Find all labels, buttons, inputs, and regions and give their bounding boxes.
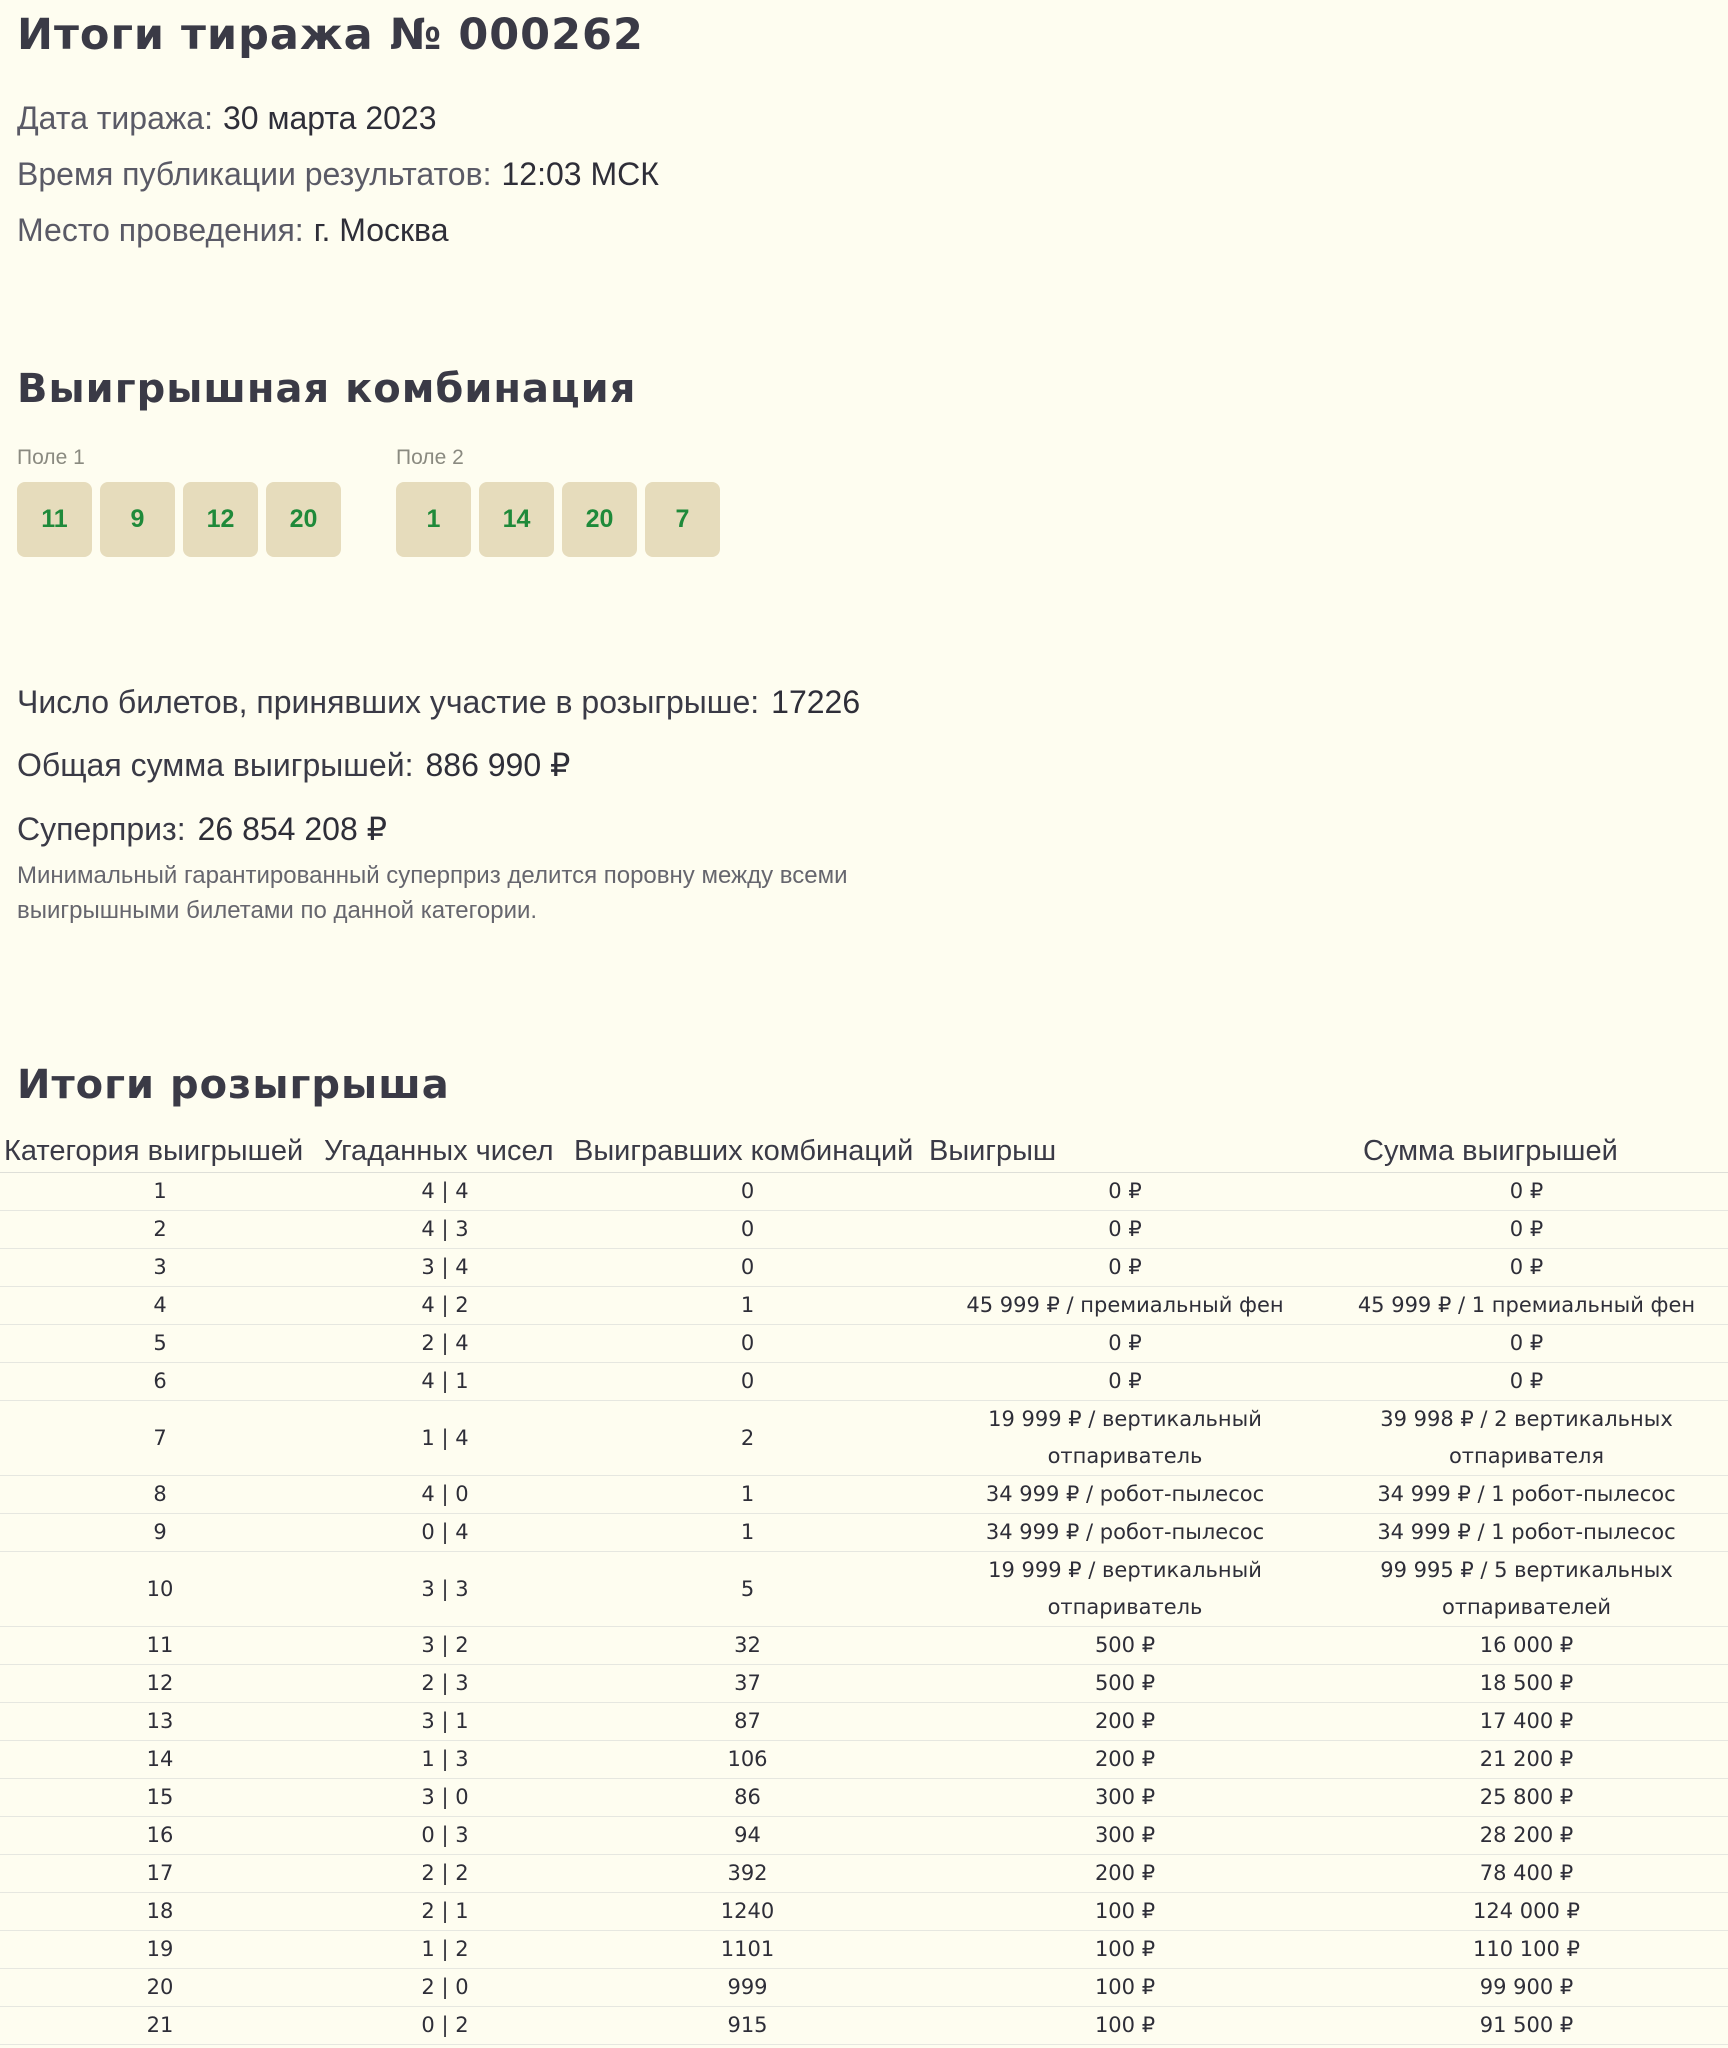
cell-guessed: 3 | 2: [320, 1627, 570, 1665]
column-header-winning-combos: Выигравших комбинаций: [570, 1130, 925, 1173]
ball: 11: [17, 482, 92, 557]
cell-total: 0 ₽: [1325, 1325, 1728, 1363]
cell-total: 39 998 ₽ / 2 вертикальных отпаривателя: [1325, 1401, 1728, 1476]
cell-winning-combos: 915: [570, 2007, 925, 2045]
cell-winning-combos: 1: [570, 1514, 925, 1552]
table-row: [0, 1665, 1728, 1703]
cell-prize: 500 ₽: [925, 1665, 1325, 1703]
cell-winning-combos: 106: [570, 1741, 925, 1779]
cell-prize: 45 999 ₽ / премиальный фен: [925, 1287, 1325, 1325]
cell-prize: 19 999 ₽ / вертикальный отпариватель: [925, 1552, 1325, 1627]
table-row: [0, 1173, 1728, 1211]
publish-time: [17, 156, 659, 193]
cell-category: 20: [0, 1969, 320, 2007]
cell-guessed: 0 | 3: [320, 1817, 570, 1855]
cell-total: 34 999 ₽ / 1 робот-пылесос: [1325, 1476, 1728, 1514]
cell-guessed: 3 | 4: [320, 1249, 570, 1287]
cell-prize: 34 999 ₽ / робот-пылесос: [925, 1476, 1325, 1514]
cell-prize: 0 ₽: [925, 1173, 1325, 1211]
cell-category: 5: [0, 1325, 320, 1363]
cell-guessed: 0 | 4: [320, 1514, 570, 1552]
cell-prize: 300 ₽: [925, 1817, 1325, 1855]
cell-guessed: 2 | 2: [320, 1855, 570, 1893]
cell-winning-combos: 1101: [570, 1931, 925, 1969]
cell-winning-combos: 1240: [570, 1893, 925, 1931]
cell-total: 99 995 ₽ / 5 вертикальных отпаривателей: [1325, 1552, 1728, 1627]
cell-prize: 34 999 ₽ / робот-пылесос: [925, 1514, 1325, 1552]
cell-prize: 19 999 ₽ / вертикальный отпариватель: [925, 1401, 1325, 1476]
cell-guessed: 2 | 4: [320, 1325, 570, 1363]
cell-category: 10: [0, 1552, 320, 1627]
cell-total: 17 400 ₽: [1325, 1703, 1728, 1741]
cell-total: 0 ₽: [1325, 1249, 1728, 1287]
cell-total: 34 999 ₽ / 1 робот-пылесос: [1325, 1514, 1728, 1552]
cell-guessed: 2 | 0: [320, 1969, 570, 2007]
ball: 20: [266, 482, 341, 557]
field2-balls: [396, 482, 720, 557]
draw-place-value: г. Москва: [313, 212, 449, 248]
ball: 12: [183, 482, 258, 557]
cell-total: 0 ₽: [1325, 1173, 1728, 1211]
cell-category: 11: [0, 1627, 320, 1665]
ball: 7: [645, 482, 720, 557]
cell-guessed: 3 | 0: [320, 1779, 570, 1817]
cell-winning-combos: 32: [570, 1627, 925, 1665]
cell-winning-combos: 0: [570, 1363, 925, 1401]
cell-prize: 500 ₽: [925, 1627, 1325, 1665]
results-table: [0, 1130, 1728, 2045]
cell-category: 14: [0, 1741, 320, 1779]
cell-total: 78 400 ₽: [1325, 1855, 1728, 1893]
cell-guessed: 4 | 0: [320, 1476, 570, 1514]
cell-prize: 100 ₽: [925, 1931, 1325, 1969]
table-row: [0, 1325, 1728, 1363]
cell-guessed: 1 | 2: [320, 1931, 570, 1969]
cell-total: 124 000 ₽: [1325, 1893, 1728, 1931]
cell-guessed: 4 | 2: [320, 1287, 570, 1325]
cell-guessed: 3 | 1: [320, 1703, 570, 1741]
cell-winning-combos: 0: [570, 1249, 925, 1287]
field2-label: Поле 2: [396, 446, 464, 469]
cell-winning-combos: 0: [570, 1173, 925, 1211]
field1-balls: [17, 482, 341, 557]
superprize-label: Суперприз:: [17, 811, 186, 847]
cell-prize: 300 ₽: [925, 1779, 1325, 1817]
table-row: [0, 1363, 1728, 1401]
tickets-value: 17226: [771, 684, 861, 720]
cell-category: 3: [0, 1249, 320, 1287]
table-row: [0, 1779, 1728, 1817]
cell-guessed: 2 | 1: [320, 1893, 570, 1931]
total-value: 886 990 ₽: [425, 747, 571, 783]
cell-winning-combos: 1: [570, 1476, 925, 1514]
table-header-row: [0, 1130, 1728, 1173]
cell-total: 0 ₽: [1325, 1363, 1728, 1401]
table-row: [0, 1627, 1728, 1665]
cell-prize: 100 ₽: [925, 1969, 1325, 2007]
publish-time-label: Время публикации результатов:: [17, 156, 492, 192]
cell-winning-combos: 0: [570, 1211, 925, 1249]
cell-prize: 0 ₽: [925, 1249, 1325, 1287]
cell-winning-combos: 37: [570, 1665, 925, 1703]
table-row: [0, 1855, 1728, 1893]
cell-category: 17: [0, 1855, 320, 1893]
table-row: [0, 1893, 1728, 1931]
cell-winning-combos: 5: [570, 1552, 925, 1627]
tickets-label: Число билетов, принявших участие в розыгрыше:: [17, 684, 760, 720]
cell-category: 18: [0, 1893, 320, 1931]
draw-date-value: 30 марта 2023: [222, 100, 437, 136]
cell-winning-combos: 2: [570, 1401, 925, 1476]
column-header-category: Категория выигрышей: [0, 1130, 320, 1173]
column-header-guessed: Угаданных чисел: [320, 1130, 570, 1173]
cell-guessed: 4 | 4: [320, 1173, 570, 1211]
column-header-total: Сумма выигрышей: [1325, 1130, 1728, 1173]
cell-prize: 0 ₽: [925, 1363, 1325, 1401]
cell-category: 8: [0, 1476, 320, 1514]
cell-winning-combos: 1: [570, 1287, 925, 1325]
cell-winning-combos: 999: [570, 1969, 925, 2007]
table-row: [0, 1741, 1728, 1779]
cell-winning-combos: 94: [570, 1817, 925, 1855]
cell-category: 13: [0, 1703, 320, 1741]
total-winnings: [17, 746, 570, 784]
cell-total: 99 900 ₽: [1325, 1969, 1728, 2007]
cell-winning-combos: 392: [570, 1855, 925, 1893]
cell-guessed: 1 | 4: [320, 1401, 570, 1476]
cell-category: 6: [0, 1363, 320, 1401]
cell-guessed: 4 | 3: [320, 1211, 570, 1249]
field1-label: Поле 1: [17, 446, 85, 469]
table-row: [0, 1249, 1728, 1287]
cell-guessed: 1 | 3: [320, 1741, 570, 1779]
cell-prize: 200 ₽: [925, 1741, 1325, 1779]
table-row: [0, 1703, 1728, 1741]
cell-category: 2: [0, 1211, 320, 1249]
table-row: [0, 2007, 1728, 2045]
tickets-count: [17, 684, 860, 721]
cell-winning-combos: 86: [570, 1779, 925, 1817]
cell-total: 16 000 ₽: [1325, 1627, 1728, 1665]
draw-date: [17, 100, 437, 137]
column-header-prize: Выигрыш: [925, 1130, 1325, 1173]
table-row: [0, 1401, 1728, 1476]
cell-total: 18 500 ₽: [1325, 1665, 1728, 1703]
cell-total: 0 ₽: [1325, 1211, 1728, 1249]
superprize: [17, 810, 387, 848]
cell-total: 45 999 ₽ / 1 премиальный фен: [1325, 1287, 1728, 1325]
combination-title: Выигрышная комбинация: [17, 366, 637, 412]
cell-category: 21: [0, 2007, 320, 2045]
cell-category: 15: [0, 1779, 320, 1817]
cell-category: 9: [0, 1514, 320, 1552]
ball: 9: [100, 482, 175, 557]
cell-prize: 200 ₽: [925, 1855, 1325, 1893]
cell-total: 91 500 ₽: [1325, 2007, 1728, 2045]
cell-prize: 0 ₽: [925, 1211, 1325, 1249]
cell-prize: 0 ₽: [925, 1325, 1325, 1363]
cell-category: 1: [0, 1173, 320, 1211]
cell-category: 12: [0, 1665, 320, 1703]
page-title: Итоги тиража № 000262: [17, 10, 644, 60]
cell-winning-combos: 0: [570, 1325, 925, 1363]
table-row: [0, 1211, 1728, 1249]
cell-guessed: 4 | 1: [320, 1363, 570, 1401]
cell-guessed: 3 | 3: [320, 1552, 570, 1627]
total-label: Общая сумма выигрышей:: [17, 747, 414, 783]
draw-place-label: Место проведения:: [17, 212, 304, 248]
cell-category: 7: [0, 1401, 320, 1476]
cell-guessed: 0 | 2: [320, 2007, 570, 2045]
cell-category: 16: [0, 1817, 320, 1855]
ball: 14: [479, 482, 554, 557]
ball: 1: [396, 482, 471, 557]
table-row: [0, 1514, 1728, 1552]
publish-time-value: 12:03 МСК: [501, 156, 659, 192]
cell-total: 110 100 ₽: [1325, 1931, 1728, 1969]
draw-date-label: Дата тиража:: [17, 100, 213, 136]
table-row: [0, 1552, 1728, 1627]
cell-category: 4: [0, 1287, 320, 1325]
cell-total: 28 200 ₽: [1325, 1817, 1728, 1855]
table-row: [0, 1817, 1728, 1855]
table-row: [0, 1931, 1728, 1969]
table-row: [0, 1969, 1728, 2007]
table-row: [0, 1476, 1728, 1514]
cell-guessed: 2 | 3: [320, 1665, 570, 1703]
cell-prize: 100 ₽: [925, 1893, 1325, 1931]
cell-total: 25 800 ₽: [1325, 1779, 1728, 1817]
draw-place: [17, 212, 448, 249]
cell-prize: 100 ₽: [925, 2007, 1325, 2045]
cell-prize: 200 ₽: [925, 1703, 1325, 1741]
superprize-value: 26 854 208 ₽: [197, 811, 387, 847]
cell-total: 21 200 ₽: [1325, 1741, 1728, 1779]
cell-category: 19: [0, 1931, 320, 1969]
ball: 20: [562, 482, 637, 557]
table-row: [0, 1287, 1728, 1325]
cell-winning-combos: 87: [570, 1703, 925, 1741]
superprize-note: Минимальный гарантированный суперприз делится поровну между всеми выигрышными билетами по данной категории.: [17, 862, 848, 924]
results-title: Итоги розыгрыша: [17, 1062, 450, 1108]
